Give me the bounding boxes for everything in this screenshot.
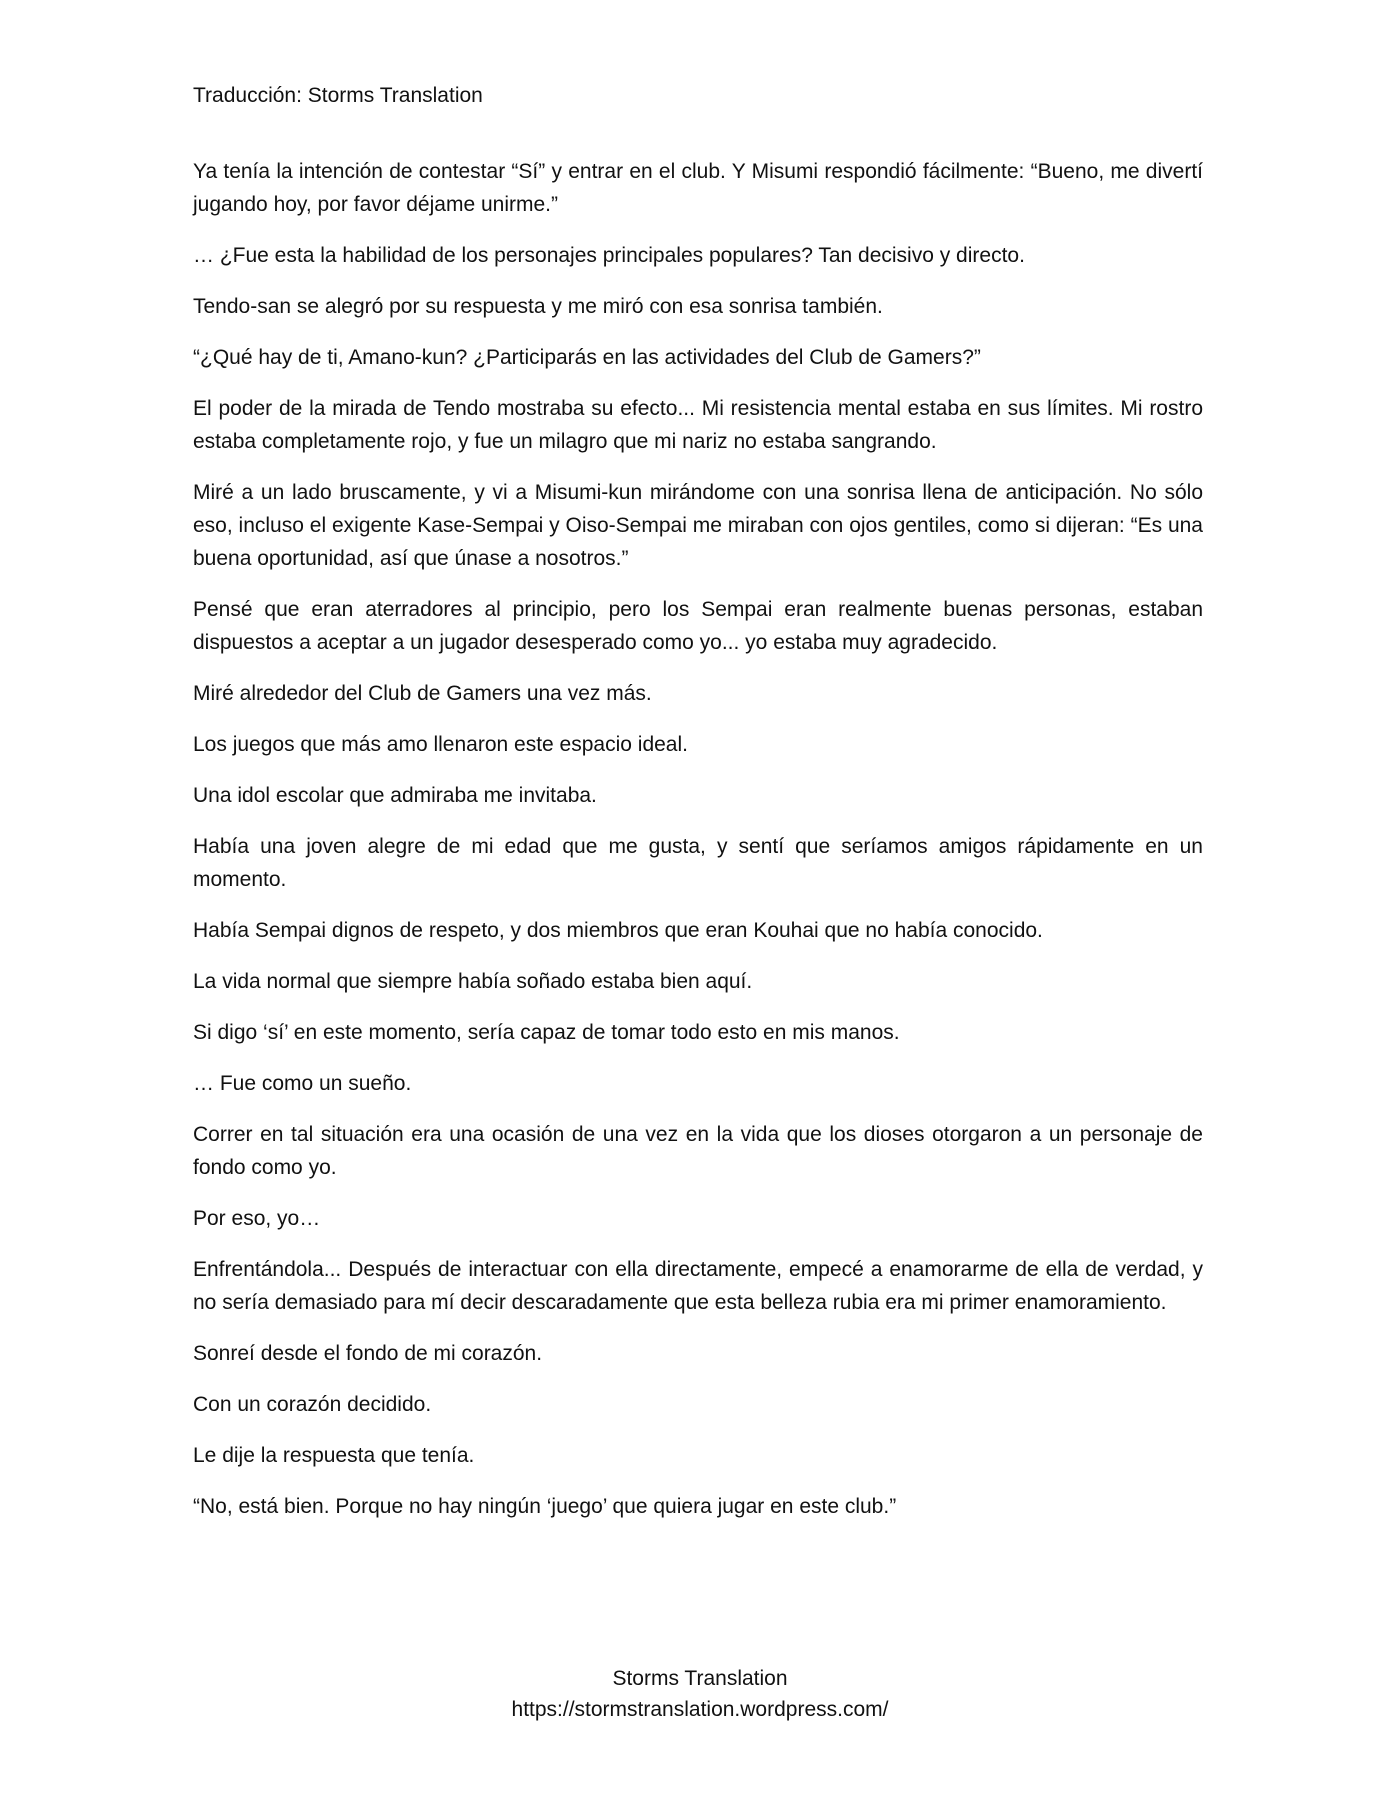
paragraph-19: Sonreí desde el fondo de mi corazón. — [193, 1342, 543, 1365]
paragraph-9: Los juegos que más amo llenaron este espacio ideal. — [193, 733, 688, 756]
paragraph-4: “¿Qué hay de ti, Amano-kun? ¿Participarás en las actividades del Club de Gamers?” — [193, 346, 981, 369]
paragraph-21: Le dije la respuesta que tenía. — [193, 1444, 475, 1467]
story-text — [193, 155, 1203, 1523]
paragraph-15: … Fue como un sueño. — [193, 1072, 412, 1095]
paragraph-16: Correr en tal situación era una ocasión de una vez en la vida que los dioses otorgaron a un personaje de fondo como yo. — [193, 1123, 1203, 1179]
paragraph-6: Miré a un lado bruscamente, y vi a Misumi-kun mirándome con una sonrisa llena de anticipación. No sólo eso, incluso el exigente Kase-Sempai y Oiso-Sempai me miraban con ojos gentiles, como si dijeran: “Es una buena oportunidad, así que únase a nosotros.” — [193, 481, 1203, 570]
translation-credit: Traducción: Storms Translation — [193, 84, 483, 107]
paragraph-7: Pensé que eran aterradores al principio, pero los Sempai eran realmente buenas personas, estaban dispuestos a aceptar a un jugador desesperado como yo... yo estaba muy agradecido. — [193, 598, 1203, 654]
paragraph-12: Había Sempai dignos de respeto, y dos miembros que eran Kouhai que no había conocido. — [193, 919, 1043, 942]
paragraph-22: “No, está bien. Porque no hay ningún ‘juego’ que quiera jugar en este club.” — [193, 1495, 897, 1518]
paragraph-18: Enfrentándola... Después de interactuar con ella directamente, empecé a enamorarme de ella de verdad, y no sería demasiado para mí decir descaradamente que esta belleza rubia era mi primer enamoramiento. — [193, 1258, 1203, 1314]
paragraph-2: … ¿Fue esta la habilidad de los personajes principales populares? Tan decisivo y directo. — [193, 244, 1025, 267]
document-page — [193, 80, 1203, 1541]
paragraph-1: Ya tenía la intención de contestar “Sí” y entrar en el club. Y Misumi respondió fácilmente: “Bueno, me divertí jugando hoy, por favor déjame unirme.” — [193, 160, 1203, 216]
paragraph-3: Tendo-san se alegró por su respuesta y me miró con esa sonrisa también. — [193, 295, 883, 318]
footer-url[interactable]: https://stormstranslation.wordpress.com/ — [511, 1698, 889, 1721]
paragraph-13: La vida normal que siempre había soñado estaba bien aquí. — [193, 970, 753, 993]
footer-name: Storms Translation — [612, 1667, 788, 1690]
paragraph-20: Con un corazón decidido. — [193, 1393, 432, 1416]
page-footer — [0, 1663, 1400, 1725]
paragraph-11: Había una joven alegre de mi edad que me gusta, y sentí que seríamos amigos rápidamente en un momento. — [193, 835, 1203, 891]
paragraph-10: Una idol escolar que admiraba me invitaba. — [193, 784, 597, 807]
paragraph-8: Miré alrededor del Club de Gamers una vez más. — [193, 682, 652, 705]
paragraph-17: Por eso, yo… — [193, 1207, 321, 1230]
paragraph-14: Si digo ‘sí’ en este momento, sería capaz de tomar todo esto en mis manos. — [193, 1021, 900, 1044]
paragraph-5: El poder de la mirada de Tendo mostraba su efecto... Mi resistencia mental estaba en sus límites. Mi rostro estaba completamente rojo, y fue un milagro que mi nariz no estaba sangrando. — [193, 397, 1203, 453]
